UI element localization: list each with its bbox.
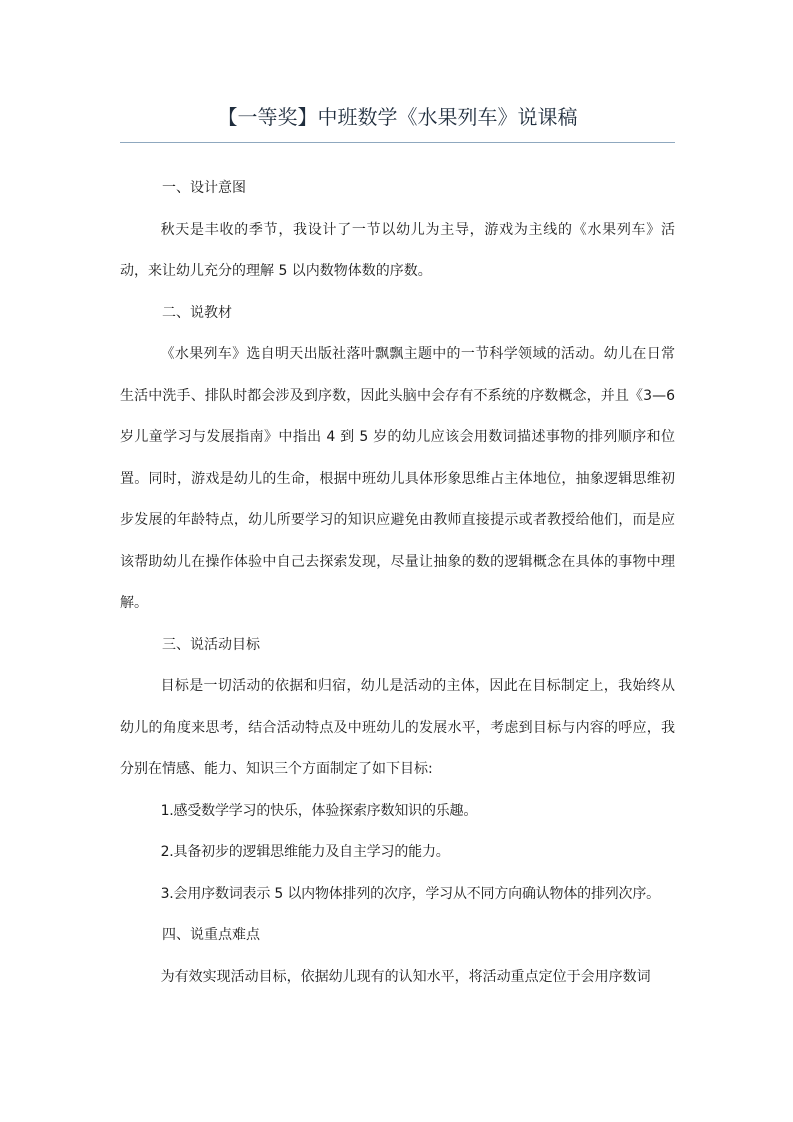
paragraph-activity-goals: 目标是一切活动的依据和归宿，幼儿是活动的主体，因此在目标制定上，我始终从幼儿的角度来思考，结合活动特点及中班幼儿的发展水平，考虑到目标与内容的呼应，我分别在情感、能力、知识三个方面制定了如下目标:	[120, 678, 675, 777]
section-heading-teaching-material: 二、说教材	[162, 304, 232, 321]
section-heading-key-points: 四、说重点难点	[162, 927, 260, 943]
section-heading-activity-goals: 三、说活动目标	[162, 636, 260, 653]
paragraph-key-points: 为有效实现活动目标，依据幼儿现有的认知水平，将活动重点定位于会用序数词	[160, 968, 651, 985]
goal-item-3: 3.会用序数词表示 5 以内物体排列的次序，学习从不同方向确认物体的排列次序。	[160, 885, 660, 902]
paragraph-teaching-material: 《水果列车》选自明天出版社落叶飘飘主题中的一节科学领域的活动。幼儿在日常生活中洗手、排队时都会涉及到序数，因此头脑中会存有不系统的序数概念，并且《3—6 岁儿童学习与发展指南》中指出 4 到 5 岁的幼儿应该会用数词描述事物的排列顺序和位置。同时，游戏是幼儿的生命，根据中班幼儿具体形象思维占主体地位，抽象逻辑思维初步发展的年龄特点，幼儿所要学习的知识应避免由教师直接提示或者教授给他们，而是应该帮助幼儿在操作体验中自己去探索发现，尽量让抽象的数的逻辑概念在具体的事物中理解。	[120, 346, 675, 611]
document-title: 【一等奖】中班数学《水果列车》说课稿	[217, 105, 578, 129]
section-heading-design-intent: 一、设计意图	[162, 180, 246, 196]
paragraph-design-intent: 秋天是丰收的季节，我设计了一节以幼儿为主导，游戏为主线的《水果列车》活动，来让幼儿充分的理解 5 以内数物体数的序数。	[120, 221, 675, 279]
goal-item-2: 2.具备初步的逻辑思维能力及自主学习的能力。	[160, 844, 450, 860]
goal-item-1: 1.感受数学学习的快乐，体验探索序数知识的乐趣。	[160, 802, 478, 819]
document-body	[120, 168, 675, 998]
title-divider	[120, 142, 675, 143]
